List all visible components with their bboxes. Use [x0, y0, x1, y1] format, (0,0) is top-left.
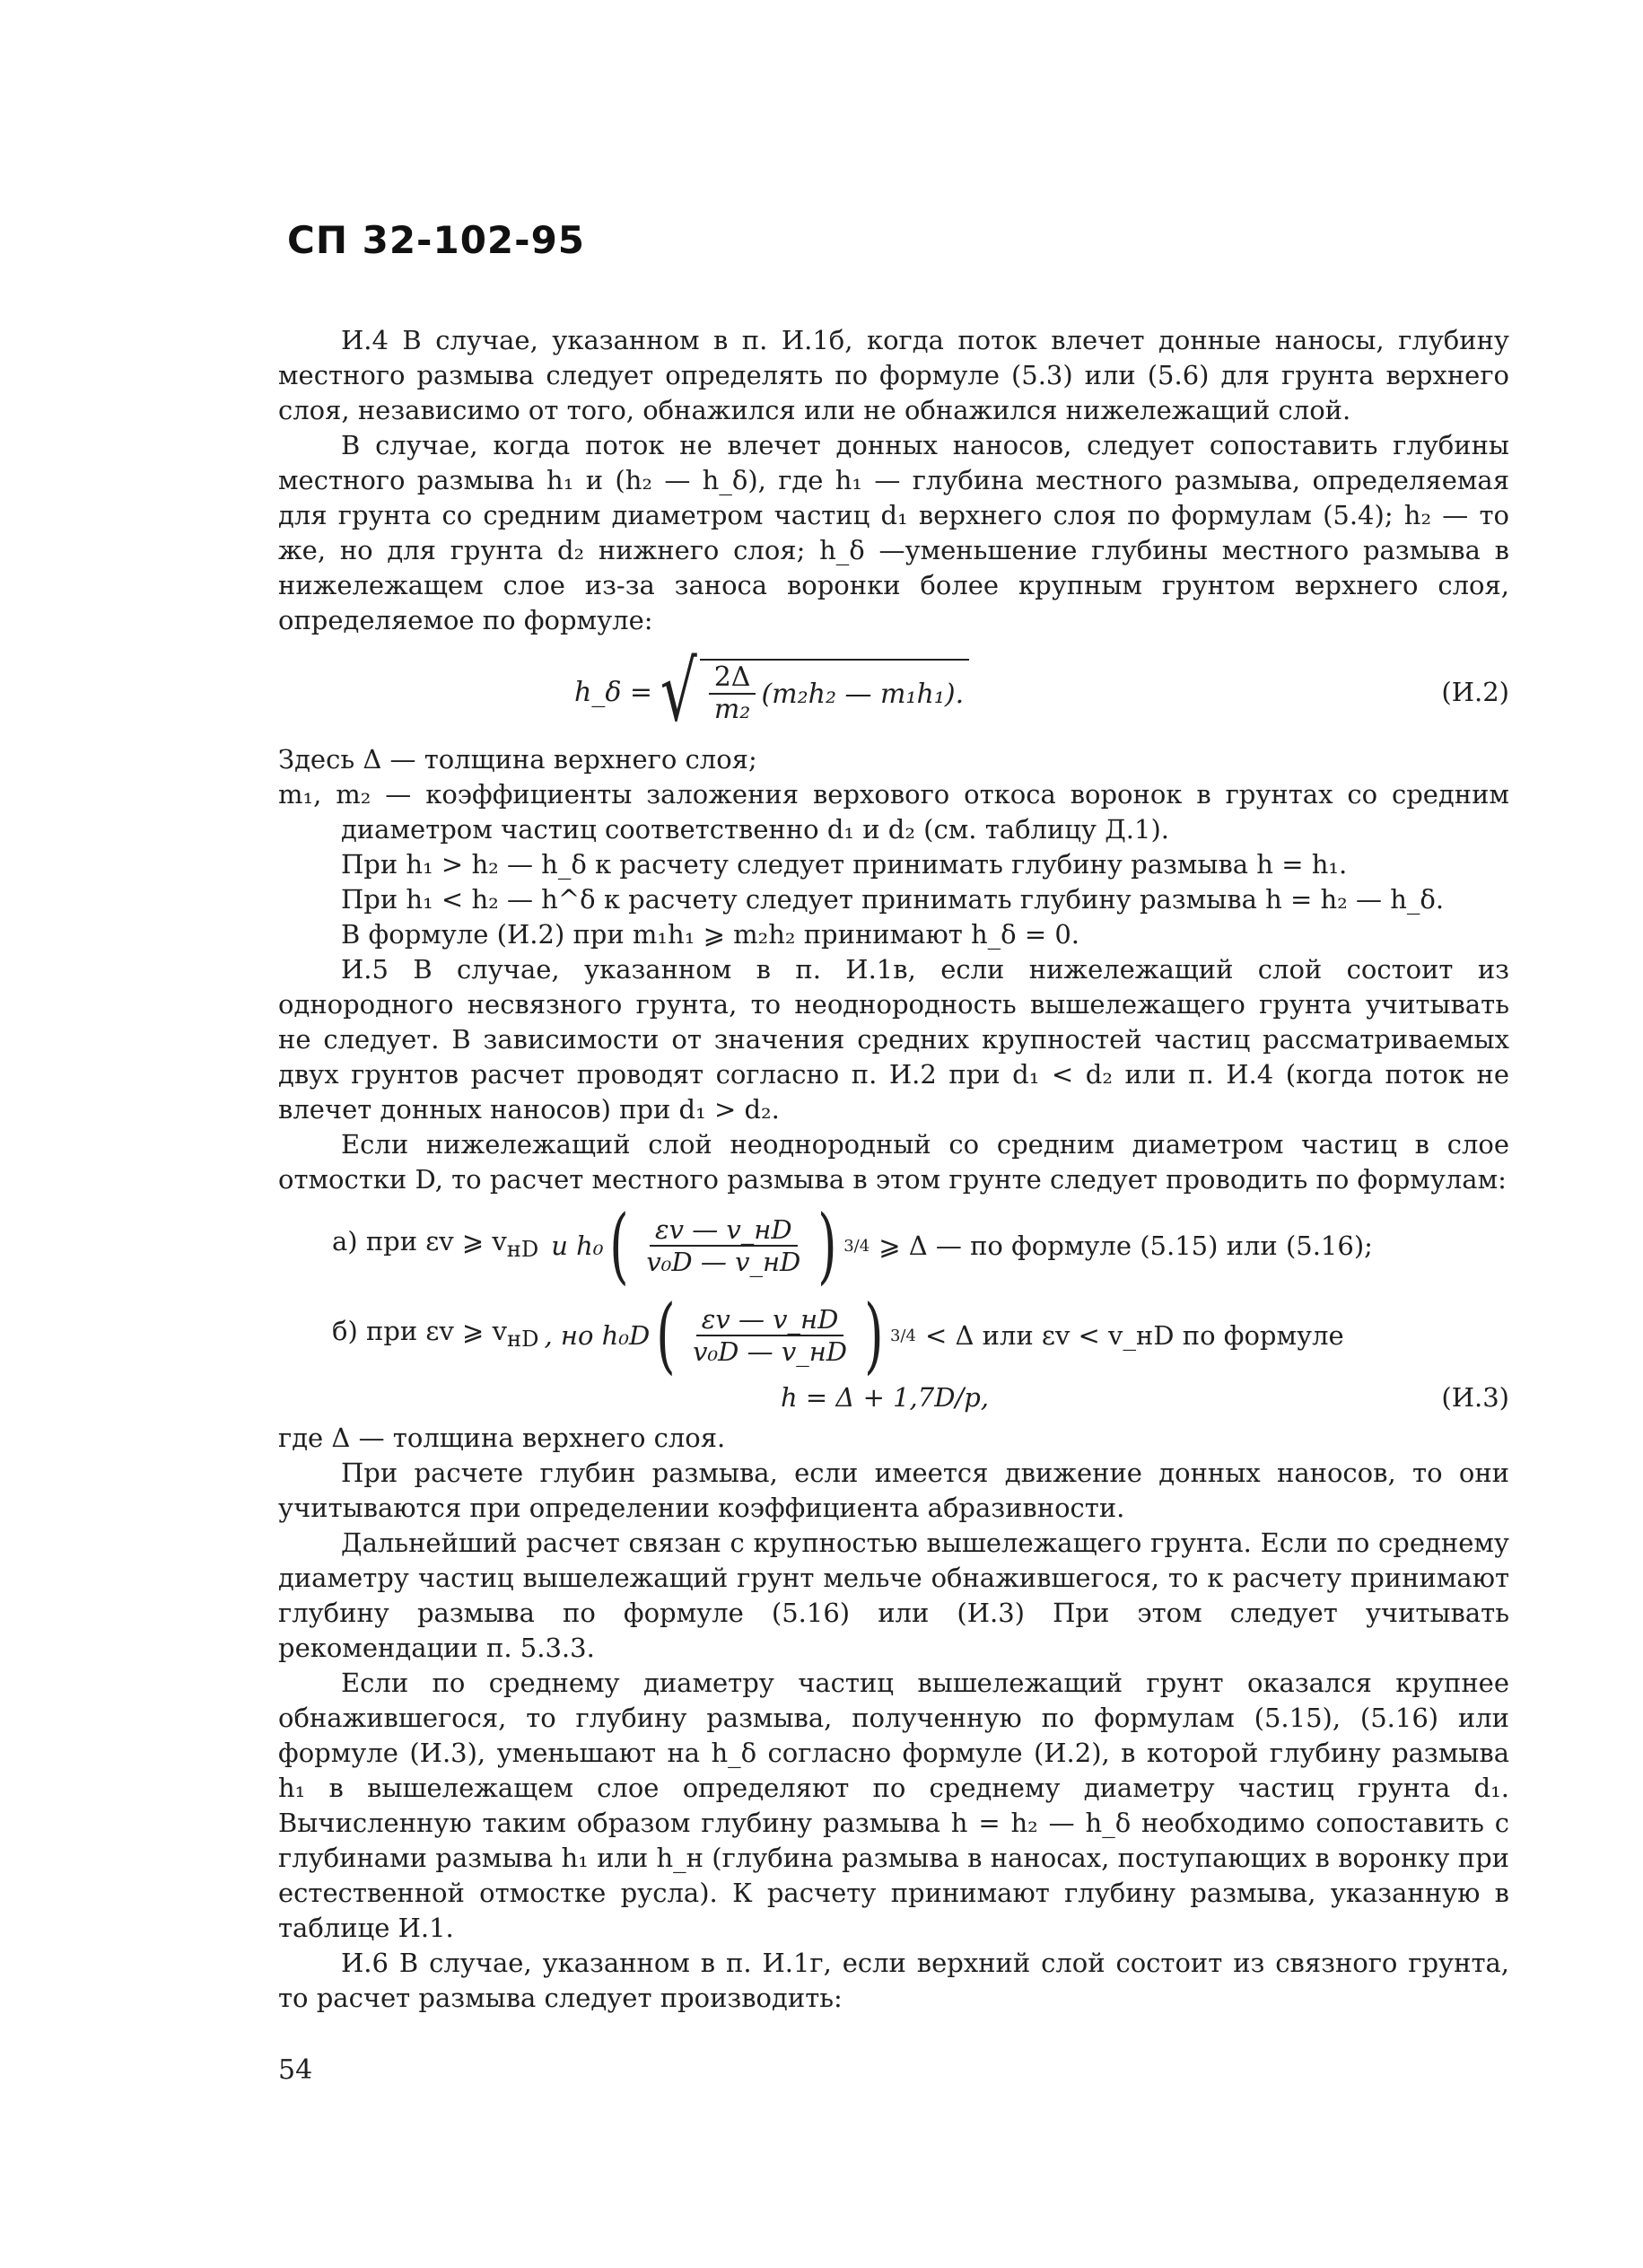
case-a-numerator: εv — v_нD: [650, 1214, 798, 1247]
case-b-lead-text: б) при εv ⩾ v: [332, 1316, 507, 1347]
formula-case-b: [278, 1287, 1509, 1383]
case-a-power: 3/4: [843, 1236, 870, 1256]
case-a-lead: [332, 1224, 538, 1267]
paragraph-further-calc: Дальнейший расчет связан с крупностью вышележащего грунта. Если по среднему диаметру частиц вышележащий грунт мельче обнажившегося, то к расчету принимают глубину размыва по формуле (5.16) или (И.3) При этом следует учитывать рекомендации п. 5.3.3.: [278, 1528, 1509, 1663]
formula-i2-denominator: m₂: [713, 694, 751, 725]
formula-i3-expression: h = Δ + 1,7D/p,: [781, 1382, 990, 1413]
formula-i3: [278, 1380, 1509, 1415]
paragraph-i5: И.5 В случае, указанном в п. И.1в, если нижележащий слой состоит из однородного несвязного грунта, то неоднородность вышележащего грунта учитывать не следует. В зависимости от значения средних крупностей частиц рассматриваемых двух грунтов расчет проводят согласно п. И.2 при d₁ < d₂ или п. И.4 (когда поток не влечет донных наносов) при d₁ > d₂.: [278, 954, 1509, 1125]
close-paren-icon: ): [864, 1287, 884, 1383]
document-body: [278, 323, 1509, 2016]
formula-case-a: [278, 1197, 1509, 1293]
case-a-denominator: v₀D — v_нD: [646, 1247, 801, 1277]
case-b-power: 3/4: [889, 1326, 916, 1345]
paragraph-m-def: m₁, m₂ — коэффициенты заложения верхового откоса воронок в грунтах со средним диаметром частиц соответственно d₁ и d₂ (см. таблицу Д.1).: [278, 779, 1509, 845]
formula-i2-fraction: [709, 662, 756, 725]
sqrt-symbol: [652, 644, 969, 740]
radical-sign-icon: √: [660, 644, 697, 740]
paragraph-sediment-motion: При расчете глубин размыва, если имеется движение донных наносов, то они учитываются при определении коэффициента абразивности.: [278, 1458, 1509, 1523]
paragraph-i6: И.6 В случае, указанном в п. И.1г, если верхний слой состоит из связного грунта, то расчет размыва следует производить:: [278, 1948, 1509, 2013]
case-a-lead-text: а) при εv ⩾ v: [332, 1226, 507, 1257]
formula-i3-label: (И.3): [1441, 1382, 1509, 1413]
paragraph-where-delta: где Δ — толщина верхнего слоя.: [278, 1423, 726, 1453]
paragraph-i4: И.4 В случае, указанном в п. И.1б, когда поток влечет донные наносы, глубину местного размыва следует определять по формуле (5.3) или (5.6) для грунта верхнего слоя, независимо от того, обнажился или не обнажился нижележащий слой.: [278, 325, 1509, 425]
paragraph-condition-1: При h₁ > h₂ — h_δ к расчету следует принимать глубину размыва h = h₁.: [341, 849, 1348, 880]
sqrt-body: [700, 659, 969, 725]
paragraph-delta-def: Здесь Δ — толщина верхнего слоя;: [278, 744, 757, 775]
case-b-lead: [332, 1314, 538, 1357]
case-a-lead-sub: нD: [506, 1236, 539, 1262]
case-b-numerator: εv — v_нD: [696, 1304, 844, 1336]
paragraph-coarser-ground: Если по среднему диаметру частиц вышележащий грунт оказался крупнее обнажившегося, то глубину размыва, полученную по формулам (5.15), (5.16) или формуле (И.3), уменьшают на h_δ согласно формуле (И.2), в которой глубину размыва h₁ в вышележащем слое определяют по среднему диаметру частиц грунта d₁. Вычисленную таким образом глубину размыва h = h₂ — h_δ необходимо сопоставить с глубинами размыва h₁ или h_н (глубина размыва в наносах, поступающих в воронку при естественной отмостке русла). К расчету принимают глубину размыва, указанную в таблице И.1.: [278, 1668, 1509, 1943]
paragraph-condition-3: В формуле (И.2) при m₁h₁ ⩾ m₂h₂ принимают h_δ = 0.: [341, 919, 1080, 950]
formula-i2-expression: [574, 644, 969, 740]
case-a-mid: и h₀: [551, 1230, 604, 1261]
case-b-tail: < Δ или εv < v_нD по формуле: [924, 1319, 1344, 1351]
paragraph-no-sediment: В случае, когда поток не влечет донных наносов, следует сопоставить глубины местного размыва h₁ и (h₂ — h_δ), где h₁ — глубина местного размыва, определяемая для грунта со средним диаметром частиц d₁ верхнего слоя по формулам (5.4); h₂ — то же, но для грунта d₂ нижнего слоя; h_δ —уменьшение глубины местного размыва в нижележащем слое из-за заноса воронки более крупным грунтом верхнего слоя, определяемое по формуле:: [278, 430, 1509, 635]
formula-i2-lhs: h_δ =: [574, 676, 653, 708]
case-b-fraction: [687, 1304, 852, 1367]
case-a-tail: ⩾ Δ — по формуле (5.15) или (5.16);: [878, 1230, 1373, 1261]
case-a-fraction: [641, 1214, 806, 1277]
close-paren-icon: ): [817, 1197, 838, 1293]
paragraph-heterogeneous: Если нижележащий слой неоднородный со средним диаметром частиц в слое отмостки D, то расчет местного размыва в этом грунте следует проводить по формулам:: [278, 1129, 1509, 1195]
case-b-lead-sub: нD: [506, 1326, 539, 1352]
formula-i2-numerator: 2Δ: [709, 662, 756, 695]
open-paren-icon: (: [609, 1197, 630, 1293]
open-paren-icon: (: [656, 1287, 676, 1383]
paragraph-condition-2: При h₁ < h₂ — h^δ к расчету следует принимать глубину размыва h = h₂ — h_δ.: [341, 884, 1445, 915]
formula-i2-tail: (m₂h₂ — m₁h₁).: [761, 678, 965, 710]
page-number: 54: [278, 2054, 313, 2086]
formula-i2-label: (И.2): [1441, 676, 1509, 707]
formula-i2: [278, 644, 1509, 740]
case-b-mid: , но h₀D: [544, 1319, 651, 1351]
case-b-denominator: v₀D — v_нD: [693, 1336, 848, 1367]
document-code: СП 32-102-95: [287, 218, 586, 262]
